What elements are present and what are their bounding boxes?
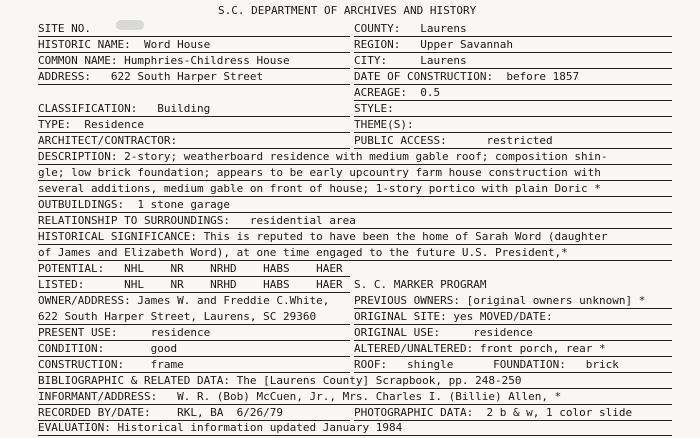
significance-line-2: of James and Elizabeth Word), at one time engaged to the future U.S. President,* (38, 246, 568, 259)
themes-field: THEME(S): (354, 118, 414, 131)
description-line-2: gle; low brick foundation; appears to be early upcountry farm house construction with (38, 166, 601, 179)
altered-field: ALTERED/UNALTERED: front porch, rear * (354, 342, 606, 355)
public-access-field: PUBLIC ACCESS: restricted (354, 134, 553, 147)
site-no-label: SITE NO. (38, 22, 91, 35)
owner-address-line-2: 622 South Harper Street, Laurens, SC 29360 (38, 310, 317, 323)
recorded-by-field: RECORDED BY/DATE: RKL, BA 6/26/79 (38, 406, 284, 419)
county-field: COUNTY: Laurens (354, 22, 467, 35)
marker-program-field: S. C. MARKER PROGRAM (354, 278, 487, 291)
outbuildings-field: OUTBUILDINGS: 1 stone garage (38, 198, 231, 211)
present-use-field: PRESENT USE: residence (38, 326, 211, 339)
significance-line-1: HISTORICAL SIGNIFICANCE: This is reputed to have been the home of Sarah Word (daughter (38, 230, 608, 243)
architect-field: ARCHITECT/CONTRACTOR: (38, 134, 178, 147)
original-use-field: ORIGINAL USE: residence (354, 326, 533, 339)
condition-field: CONDITION: good (38, 342, 178, 355)
relationship-field: RELATIONSHIP TO SURROUNDINGS: residential area (38, 214, 356, 227)
historic-name-field: HISTORIC NAME: Word House (38, 38, 211, 51)
original-site-field: ORIGINAL SITE: yes MOVED/DATE: (354, 310, 553, 323)
evaluation-field: EVALUATION: Historical information updated January 1984 (38, 421, 403, 434)
description-line-1: DESCRIPTION: 2-story; weatherboard residence with medium gable roof; composition shin- (38, 150, 608, 163)
site-number-smudge (116, 20, 144, 30)
city-field: CITY: Laurens (354, 54, 467, 67)
previous-owners-field: PREVIOUS OWNERS: [original owners unknown] * (354, 294, 646, 307)
description-line-3: several additions, medium gable on front of house; 1-story portico with plain Doric * (38, 182, 601, 195)
informant-field: INFORMANT/ADDRESS: W. R. (Bob) McCuen, Jr., Mrs. Charles I. (Billie) Allen, * (38, 390, 562, 403)
acreage-field: ACREAGE: 0.5 (354, 86, 441, 99)
type-field: TYPE: Residence (38, 118, 144, 131)
photographic-data-field: PHOTOGRAPHIC DATA: 2 b & w, 1 color slide (354, 406, 633, 419)
listed-field: LISTED: NHL NR NRHD HABS HAER (38, 278, 343, 291)
region-field: REGION: Upper Savannah (354, 38, 513, 51)
style-field: STYLE: (354, 102, 394, 115)
bibliography-field: BIBLIOGRAPHIC & RELATED DATA: The [Laurens County] Scrapbook, pp. 248-250 (38, 374, 522, 387)
roof-foundation-field: ROOF: shingle FOUNDATION: brick (354, 358, 619, 371)
address-field: ADDRESS: 622 South Harper Street (38, 70, 264, 83)
owner-address-field: OWNER/ADDRESS: James W. and Freddie C.White, (38, 294, 330, 307)
potential-field: POTENTIAL: NHL NR NRHD HABS HAER (38, 262, 343, 275)
construction-field: CONSTRUCTION: frame (38, 358, 184, 371)
page-title: S.C. DEPARTMENT OF ARCHIVES AND HISTORY (218, 4, 477, 17)
classification-field: CLASSIFICATION: Building (38, 102, 211, 115)
date-of-construction-field: DATE OF CONSTRUCTION: before 1857 (354, 70, 580, 83)
common-name-field: COMMON NAME: Humphries-Childress House (38, 54, 290, 67)
